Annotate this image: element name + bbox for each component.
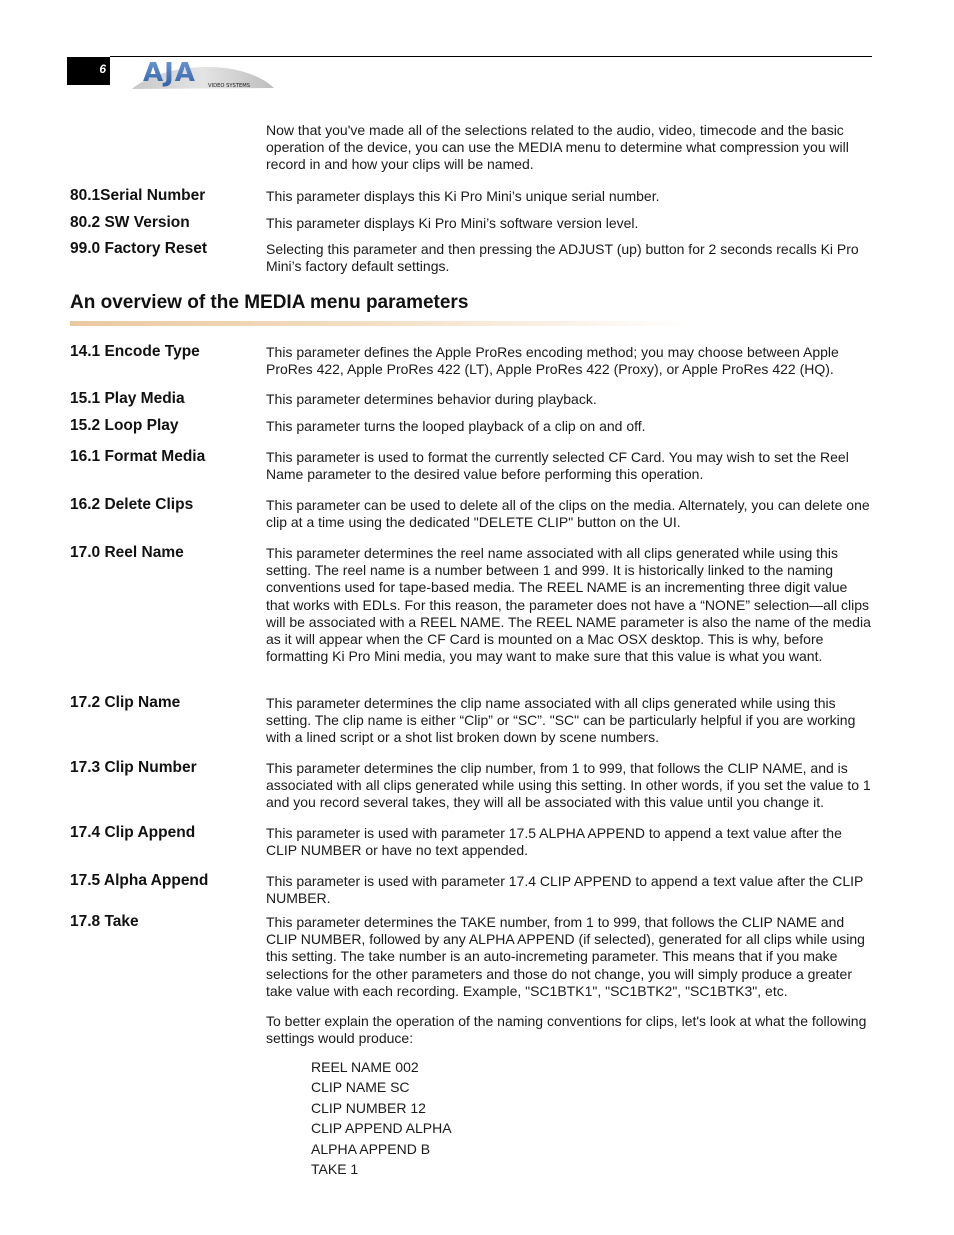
logo-subtext: VIDEO SYSTEMS (208, 83, 251, 89)
param-label: 14.1 Encode Type (70, 343, 200, 360)
param-description: This parameter is used with parameter 17.4 CLIP APPEND to append a text value after the CLIP NUMBER. (266, 873, 864, 907)
list-item: CLIP NAME SC (311, 1079, 410, 1096)
param-description: This parameter determines behavior during playback. (266, 391, 597, 407)
param-description: This parameter defines the Apple ProRes encoding method; you may choose between Apple ProRes 422, Apple ProRes 422 (LT), Apple ProRes 422 (Proxy), or Apple ProRes 422 (HQ). (266, 344, 839, 378)
intro-paragraph: Now that you've made all of the selections related to the audio, video, timecode and the basic operation of the device, you can use the MEDIA menu to determine what compression you will record in and how your clips will be named. (266, 122, 849, 173)
param-label: 16.2 Delete Clips (70, 496, 194, 513)
logo-wordmark: AJA (143, 58, 196, 88)
param-label: 15.1 Play Media (70, 390, 185, 407)
param-description: This parameter can be used to delete all of the clips on the media. Alternately, you can delete one clip at a time using the dedicated "DELETE CLIP" button on the UI. (266, 497, 870, 531)
example-settings-list (311, 1057, 452, 1179)
param-label: 17.2 Clip Name (70, 694, 181, 711)
param-label: 80.1Serial Number (70, 187, 206, 204)
param-label: 17.4 Clip Append (70, 824, 196, 841)
param-description: This parameter is used to format the currently selected CF Card. You may wish to set the Reel Name parameter to the desired value before performing this operation. (266, 449, 849, 483)
list-item: REEL NAME 002 (311, 1059, 419, 1075)
section-rule (70, 321, 690, 326)
header-rule (110, 56, 872, 57)
param-description: This parameter displays this Ki Pro Mini’s unique serial number. (266, 188, 660, 204)
param-description: Selecting this parameter and then pressing the ADJUST (up) button for 2 seconds recalls Ki Pro Mini’s factory default settings. (266, 241, 859, 275)
param-description: This parameter determines the clip number, from 1 to 999, that follows the CLIP NAME, and is associated with all clips generated while using this setting. In other words, if you set the value to 1 and you record several takes, they will all be associated with this value until you change it. (266, 760, 871, 811)
param-description: This parameter displays Ki Pro Mini’s software version level. (266, 215, 639, 231)
naming-intro-paragraph: To better explain the operation of the naming conventions for clips, let's look at what the following settings would produce: (266, 1013, 867, 1047)
param-label: 80.2 SW Version (70, 214, 190, 231)
list-item: CLIP NUMBER 12 (311, 1099, 426, 1116)
param-description: This parameter determines the TAKE number, from 1 to 999, that follows the CLIP NAME and CLIP NUMBER, followed by any ALPHA APPEND (if selected), generated for all clips while using this setting. The take number is an auto-incremeting parameter. This means that if you make selections for the other parameters and those do not change, you will simply produce a greater take value with each recording. Example, "SC1BTK1", "SC1BTK2", "SC1BTK3", etc. (266, 914, 865, 999)
list-item: CLIP APPEND ALPHA (311, 1120, 452, 1137)
page-number: 6 (67, 57, 110, 85)
param-label: 16.1 Format Media (70, 448, 206, 465)
param-description: This parameter determines the reel name associated with all clips generated while using this setting. The reel name is a number between 1 and 999. It is historically linked to the naming conventions used for tape-based media. The REEL NAME is an incrementing three digit value that works with EDLs. For this reason, the parameter does not have a “NONE” selection—all clips will be associated with a REEL NAME. The REEL NAME parameter is also the name of the media as it will appear when the CF Card is mounted on a Mac OSX desktop. This is why, before formatting Ki Pro Mini media, you may want to make sure that this value is what you want. (266, 545, 871, 665)
param-label: 99.0 Factory Reset (70, 240, 207, 257)
section-title: An overview of the MEDIA menu parameters (70, 292, 469, 313)
param-label: 17.0 Reel Name (70, 544, 184, 561)
param-description: This parameter determines the clip name associated with all clips generated while using this setting. The clip name is either “Clip” or “SC”. "SC" can be particularly helpful if you are working with a lined script or a shot list broken down by scene numbers. (266, 695, 856, 746)
param-description: This parameter turns the looped playback of a clip on and off. (266, 418, 646, 434)
param-description: This parameter is used with parameter 17.5 ALPHA APPEND to append a text value after the CLIP NUMBER or have no text appended. (266, 825, 842, 859)
param-label: 17.5 Alpha Append (70, 872, 209, 889)
param-label: 17.3 Clip Number (70, 759, 197, 776)
param-label: 17.8 Take (70, 913, 139, 930)
list-item: ALPHA APPEND B (311, 1140, 431, 1157)
list-item: TAKE 1 (311, 1160, 359, 1177)
aja-logo (130, 58, 276, 90)
param-label: 15.2 Loop Play (70, 417, 179, 434)
